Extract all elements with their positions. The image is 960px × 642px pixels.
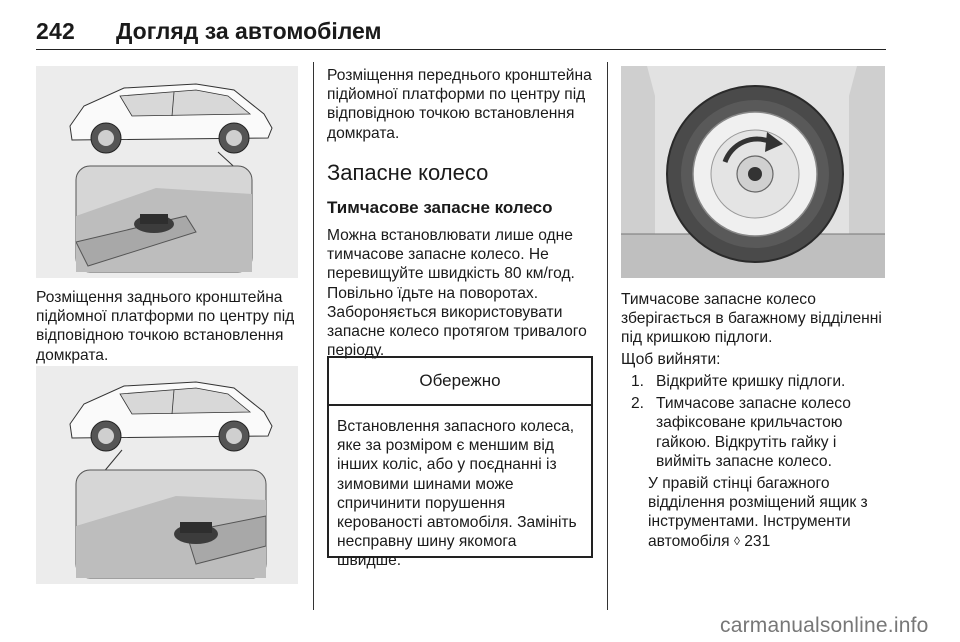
step-number: 1. [631, 373, 645, 390]
toolbox-note-text: У правій стінці багажного відділення розміщений ящик з інструментами. Інструменти автомобіля [648, 475, 868, 550]
header-rule [36, 49, 886, 50]
page-reference-arrow-icon: ◊ [733, 533, 740, 548]
step-item [631, 394, 883, 471]
front-bracket-caption: Розміщення переднього кронштейна підйомної платформи по центру під відповідною точкою встановлення домкрата. [327, 67, 592, 142]
caution-box [327, 356, 593, 570]
car-side-front-svg [36, 366, 298, 584]
page-reference-link[interactable]: 231 [744, 532, 771, 550]
front-bracket-illustration [36, 366, 298, 584]
spare-wheel-body: Можна встановлювати лише одне тимчасове запасне колесо. Не перевищуйте швидкість 80 км/год. Повільно їдьте на поворотах. Забороняється використовувати запасне колесо протягом тривалого періоду. [327, 227, 587, 360]
rear-bracket-caption: Розміщення заднього кронштейна підйомної платформи по центру під відповідною точкою встановлення домкрата. [36, 289, 295, 364]
spare-wheel-svg [621, 66, 885, 278]
temporary-spare-subheading: Тимчасове запасне колесо [327, 198, 553, 217]
step-item [631, 372, 883, 391]
step-number: 2. [631, 395, 645, 413]
column-divider-right [607, 62, 608, 610]
caution-title: Обережно [329, 358, 591, 406]
toolbox-note [648, 474, 886, 551]
spare-wheel-illustration [621, 66, 885, 278]
step-text: Відкрийте кришку підлоги. [656, 373, 846, 390]
spare-wheel-caption: Тимчасове запасне колесо зберігається в багажному відділенні під кришкою підлоги. [621, 291, 882, 347]
section-title: Догляд за автомобілем [116, 18, 382, 44]
step-text: Тимчасове запасне колесо зафіксоване крильчастою гайкою. Відкрутіть гайку і вийміть запасне колесо. [656, 395, 851, 470]
caution-text: Встановлення запасного колеса, яке за розміром є меншим від інших коліс, або у поєднанні із зимовими шинами може спричинити порушення керованості автомобіля. Замініть несправну шину якомога швидше. [337, 418, 577, 570]
spare-wheel-heading: Запасне колесо [327, 160, 489, 185]
removal-intro: Щоб вийняти: [621, 351, 721, 368]
column-divider-left [313, 62, 314, 610]
page-number: 242 [36, 18, 75, 44]
rear-bracket-illustration [36, 66, 298, 278]
watermark: carmanualsonline.info [720, 614, 929, 637]
car-side-rear-svg [36, 66, 298, 278]
removal-steps [631, 372, 883, 471]
